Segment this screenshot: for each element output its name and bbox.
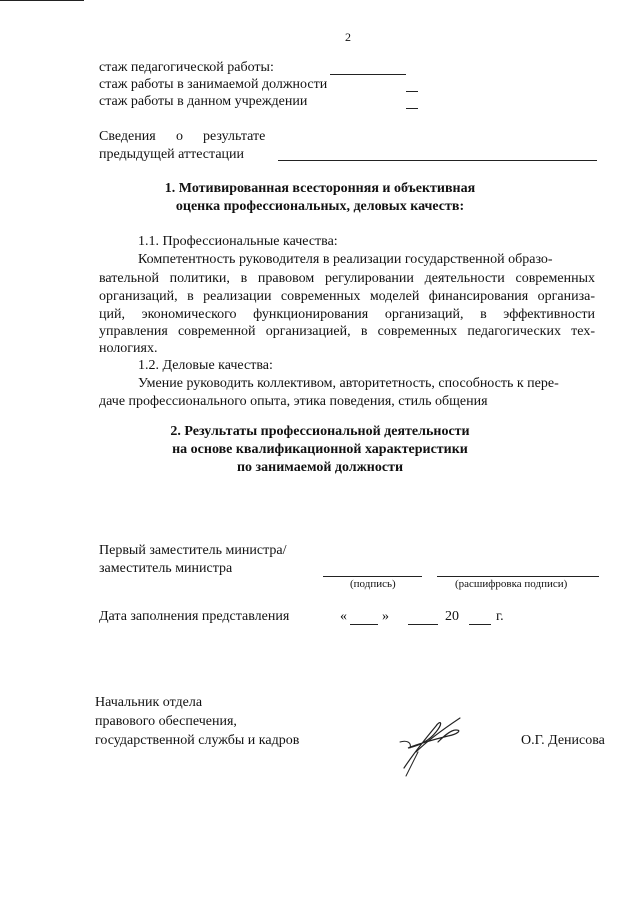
institution-experience-blank: [406, 108, 418, 109]
head-title-line3: государственной службы и кадров: [95, 733, 300, 748]
date-close-quote: »: [382, 609, 389, 624]
date-year-blank: [469, 624, 491, 625]
prior-attestation-word2: о: [176, 129, 183, 144]
signature-blank: [323, 576, 422, 577]
subsection-1-2-title: 1.2. Деловые качества:: [138, 358, 273, 373]
subsection-1-2-line: Умение руководить коллективом, авторитетность, способность к пере-: [138, 376, 559, 391]
subsection-1-1-line: вательной политики, в правовом регулировании деятельности современных: [99, 271, 595, 286]
subsection-1-1-line: организаций, в реализации современных моделей финансирования организа-: [99, 289, 595, 304]
subsection-1-1-line: нологиях.: [99, 341, 158, 356]
institution-experience-label: стаж работы в данном учреждении: [99, 94, 308, 109]
subsection-1-1-line: ций, экономического функционирования организаций, в эффективности: [99, 307, 595, 322]
prior-attestation-word3: результате: [203, 129, 266, 144]
section2-title-line1: 2. Результаты профессиональной деятельности: [170, 424, 470, 439]
head-name: О.Г. Денисова: [521, 733, 605, 748]
signatory-title-line1: Первый заместитель министра/: [99, 543, 287, 558]
date-year-suffix: г.: [496, 609, 504, 624]
position-experience-blank: [406, 91, 418, 92]
signature-decoding-caption: (расшифровка подписи): [455, 578, 568, 590]
top-rule: [0, 0, 84, 1]
section2-title-line2: на основе квалификационной характеристики: [172, 442, 468, 457]
signature-caption: (подпись): [350, 578, 396, 590]
head-title-line1: Начальник отдела: [95, 695, 203, 710]
prior-attestation-line2: предыдущей аттестации: [99, 147, 245, 162]
signature-decoding-blank: [437, 576, 599, 577]
date-month-blank: [408, 624, 438, 625]
date-open-quote: «: [340, 609, 347, 624]
fill-date-label: Дата заполнения представления: [99, 609, 290, 624]
subsection-1-2-line: даче профессионального опыта, этика поведения, стиль общения: [99, 394, 488, 409]
date-day-blank: [350, 624, 378, 625]
head-title-line2: правового обеспечения,: [95, 714, 237, 729]
page-number: 2: [345, 30, 351, 44]
position-experience-label: стаж работы в занимаемой должности: [99, 77, 328, 92]
prior-attestation-word1: Сведения: [99, 129, 156, 144]
subsection-1-1-line: управления современной организацией, в современных педагогических тех-: [99, 324, 595, 339]
prior-attestation-blank: [278, 160, 597, 161]
section1-title-line2: оценка профессиональных, деловых качеств:: [175, 199, 465, 214]
section1-title-line1: 1. Мотивированная всесторонняя и объективная: [164, 181, 476, 196]
pedagogical-experience-label: стаж педагогической работы:: [99, 60, 274, 75]
signatory-title-line2: заместитель министра: [99, 561, 233, 576]
section2-title-line3: по занимаемой должности: [236, 460, 404, 475]
subsection-1-1-line: Компетентность руководителя в реализации государственной образо-: [138, 252, 553, 267]
handwritten-signature: [396, 708, 476, 778]
subsection-1-1-title: 1.1. Профессиональные качества:: [138, 234, 338, 249]
date-century: 20: [445, 609, 459, 624]
pedagogical-experience-blank: [330, 74, 406, 75]
